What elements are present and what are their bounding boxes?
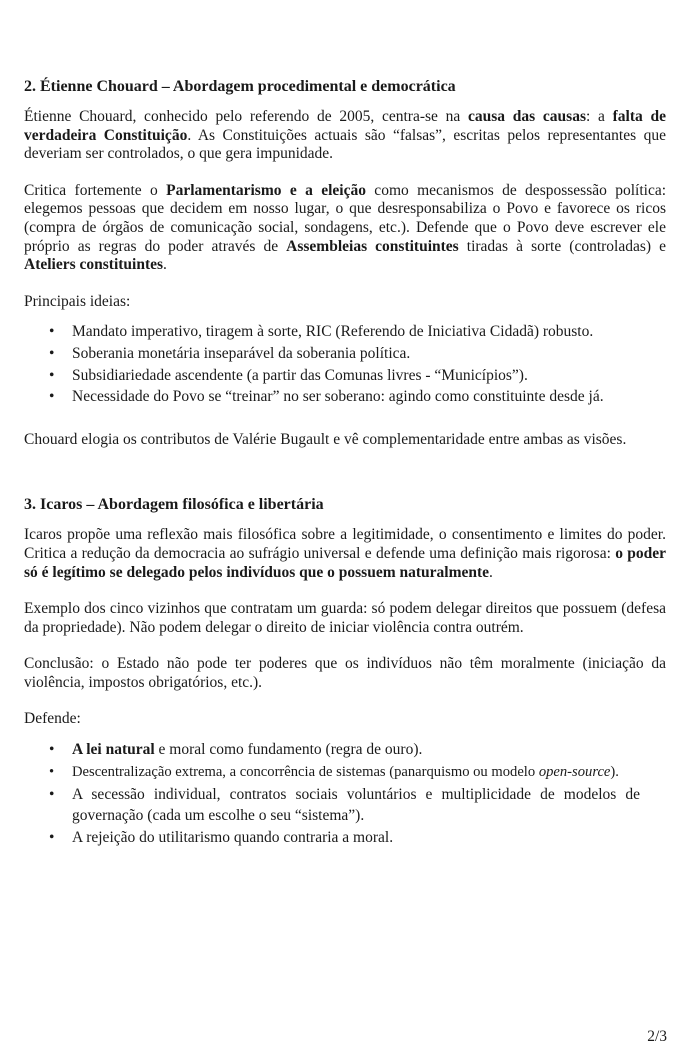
defends-intro: Defende: (24, 710, 81, 728)
list-item-text: Soberania monetária inseparável da soberania política. (72, 344, 411, 362)
list-item-text: Mandato imperativo, tiragem à sorte, RIC (Referendo de Iniciativa Cidadã) robusto. (72, 323, 594, 341)
defends-list (24, 741, 666, 848)
list-item (24, 741, 640, 760)
list-item-text: A rejeição do utilitarismo quando contraria a moral. (72, 829, 394, 847)
section-3-paragraph-1 (24, 526, 666, 582)
bold-text: Assembleias constituintes (286, 237, 459, 255)
bullet-icon: • (49, 829, 55, 847)
bold-text: A lei natural (72, 741, 155, 759)
bold-text: causa das causas (468, 108, 586, 125)
bullet-icon: • (49, 786, 55, 804)
document-page (24, 77, 666, 848)
section-2-paragraph-1 (24, 108, 666, 164)
text-run: Étienne Chouard, conhecido pelo referendo de 2005, centra-se na (24, 108, 469, 125)
list-item (24, 323, 640, 342)
bold-text: Ateliers constituintes (24, 256, 164, 274)
page-number: 2/3 (647, 1028, 667, 1045)
bold-text: Parlamentarismo e a eleição (166, 181, 366, 199)
text-run: . (489, 563, 493, 581)
text-run: tiradas à sorte (controladas) e (458, 237, 666, 255)
section-3-paragraph-3: Conclusão: o Estado não pode ter poderes que os indivíduos não têm moralmente (iniciação da violência, impostos obrigatórios, etc.). (24, 655, 666, 691)
bullet-icon: • (49, 763, 55, 780)
text-run: Critica fortemente o (24, 181, 167, 199)
list-item (24, 388, 640, 407)
bold-text: o poder só é legítimo se delegado pelos indivíduos que o possuem naturalmente (24, 544, 666, 581)
section-2-closing: Chouard elogia os contributos de Valérie Bugault e vê complementaridade entre ambas as visões. (24, 430, 627, 448)
bullet-icon: • (49, 366, 55, 384)
list-item (24, 829, 640, 848)
bullet-icon: • (49, 741, 55, 759)
list-item-text: ). (610, 763, 619, 780)
ideas-intro: Principais ideias: (24, 292, 131, 310)
section-3-paragraph-2: Exemplo dos cinco vizinhos que contratam um guarda: só podem delegar direitos que possuem (defesa da propriedade). Não podem delegar o direito de iniciar violência contra outrém. (24, 600, 666, 636)
list-item-text: e moral como fundamento (regra de ouro). (154, 741, 423, 759)
italic-text: open-source (538, 763, 611, 780)
list-item-text: Subsidiariedade ascendente (a partir das Comunas livres - “Municípios”). (72, 366, 528, 384)
list-item (24, 784, 640, 826)
bullet-icon: • (49, 323, 55, 341)
text-run: . (163, 256, 167, 274)
list-item (24, 367, 640, 386)
bullet-icon: • (49, 388, 55, 406)
bullet-icon: • (49, 344, 55, 362)
bold-text: falta de verdadeira Constituição (24, 108, 667, 144)
section-2-heading: 2. Étienne Chouard – Abordagem procedimental e democrática (24, 78, 456, 95)
section-2-paragraph-2 (24, 182, 666, 275)
list-item (24, 763, 640, 782)
list-item (24, 345, 640, 364)
list-item-text: Necessidade do Povo se “treinar” no ser soberano: agindo como constituinte desde já. (72, 388, 604, 406)
section-3-heading: 3. Icaros – Abordagem filosófica e libertária (24, 496, 324, 514)
text-run: como mecanismos de despossessão política: elegemos pessoas que decidem em nosso lugar, o que desresponsabiliza o Povo e favorece os ricos (compra de órgãos de comunicação social, sondagens, etc.). Defende que o Povo deve escrever ele próprio as regras do poder através de (24, 181, 667, 255)
text-run: . As Constituições actuais são “falsas”, escritas pelos representantes que deveriam ser controlados, o que gera impunidade. (24, 126, 666, 163)
list-item-text: A secessão individual, contratos sociais voluntários e multiplicidade de modelos de governação (cada um escolhe o seu “sistema”). (72, 786, 640, 825)
list-item-text: Descentralização extrema, a concorrência de sistemas (panarquismo ou modelo (72, 763, 539, 780)
text-run: Icaros propõe uma reflexão mais filosófica sobre a legitimidade, o consentimento e limites do poder. Critica a redução da democracia ao sufrágio universal e defende uma definição mais rigorosa: (24, 526, 666, 562)
text-run: : a (585, 108, 613, 125)
ideas-list (24, 323, 666, 406)
